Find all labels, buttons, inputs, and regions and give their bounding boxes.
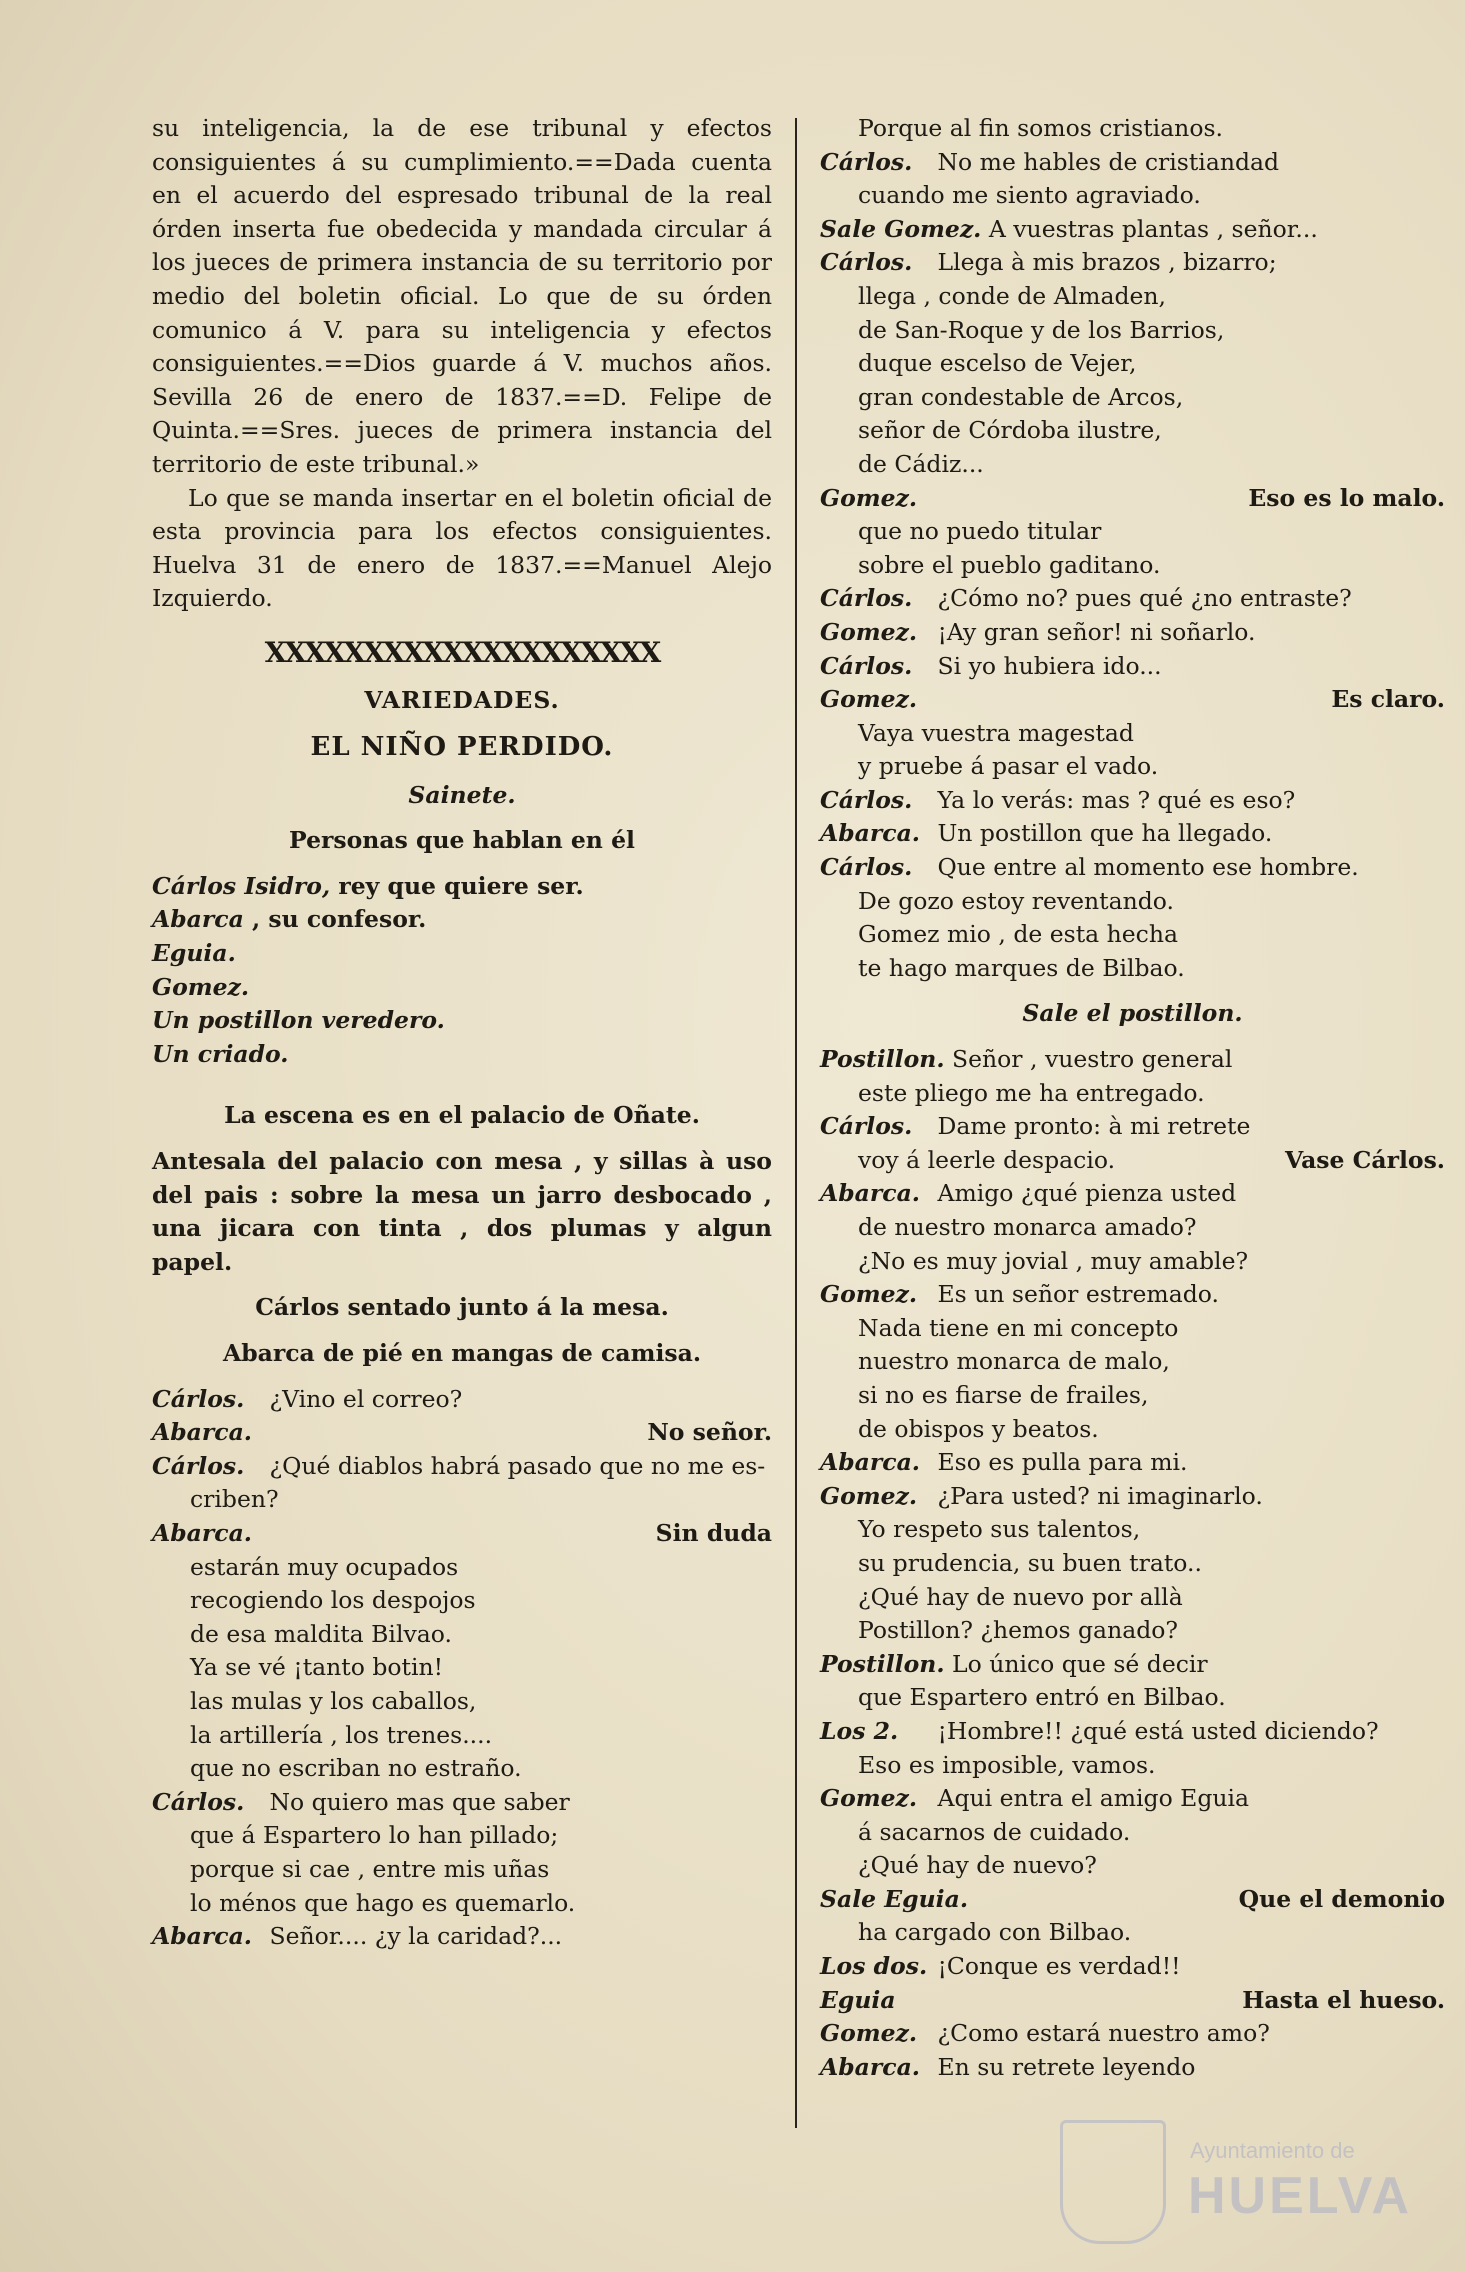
dialogue-line bbox=[152, 1786, 772, 1820]
verse-text: las mulas y los caballos, bbox=[190, 1686, 477, 1715]
dialogue-line bbox=[820, 1312, 1445, 1346]
verse-text: porque si cae , entre mis uñas bbox=[190, 1854, 550, 1883]
dialogue-line bbox=[820, 1614, 1445, 1648]
dialogue-block bbox=[820, 1043, 1445, 2084]
speaker-name: Cárlos. bbox=[152, 1787, 245, 1816]
dialogue-line bbox=[820, 1849, 1445, 1883]
verse-text: Vaya vuestra magestad bbox=[858, 718, 1134, 747]
cast-item: Un criado. bbox=[152, 1039, 289, 1068]
verse-text: recogiendo los despojos bbox=[190, 1586, 476, 1615]
speaker-name: Sale Eguia. bbox=[820, 1884, 969, 1913]
verse-text: Ya se vé ¡tanto botin! bbox=[190, 1653, 444, 1682]
verse-text: ¿No es muy jovial , muy amable? bbox=[858, 1246, 1249, 1275]
verse-text: y pruebe á pasar el vado. bbox=[858, 752, 1159, 781]
dialogue-line bbox=[820, 1043, 1445, 1077]
speaker-name: Cárlos. bbox=[820, 248, 913, 277]
verse-text: criben? bbox=[190, 1485, 279, 1514]
stage-direction: Sale el postillon. bbox=[1022, 999, 1243, 1028]
dialogue-line bbox=[820, 817, 1445, 851]
speaker-name: Cárlos. bbox=[820, 785, 913, 814]
dialogue-block bbox=[820, 112, 1445, 985]
dialogue-line bbox=[820, 482, 1445, 516]
verse-text-right: Que el demonio bbox=[1238, 1884, 1445, 1913]
speaker-name: Gomez. bbox=[820, 617, 918, 646]
verse-text: ¡Conque es verdad!! bbox=[937, 1952, 1181, 1981]
verse-text: Dame pronto: à mi retrete bbox=[937, 1112, 1251, 1141]
dialogue-line bbox=[820, 1681, 1445, 1715]
speaker-name: Cárlos. bbox=[820, 147, 913, 176]
dialogue-line bbox=[820, 347, 1445, 381]
verse-text: Nada tiene en mi concepto bbox=[858, 1313, 1179, 1342]
verse-text: gran condestable de Arcos, bbox=[858, 382, 1184, 411]
speaker-name: Gomez. bbox=[820, 1481, 918, 1510]
verse-text: te hago marques de Bilbao. bbox=[858, 953, 1185, 982]
dialogue-line bbox=[820, 381, 1445, 415]
verse-text: No quiero mas que saber bbox=[269, 1787, 570, 1816]
verse-text: si no es fiarse de frailes, bbox=[858, 1380, 1149, 1409]
verse-text: lo ménos que hago es quemarlo. bbox=[190, 1888, 576, 1917]
verse-text: sobre el pueblo gaditano. bbox=[858, 550, 1161, 579]
verse-text: duque escelso de Vejer, bbox=[858, 349, 1137, 378]
right-column bbox=[820, 112, 1445, 2084]
verse-text: Porque al fin somos cristianos. bbox=[858, 114, 1223, 142]
verse-text-right: Hasta el hueso. bbox=[1242, 1985, 1445, 2014]
speaker-name: Abarca. bbox=[152, 1922, 252, 1951]
speaker-name: Cárlos. bbox=[820, 584, 913, 613]
dialogue-line bbox=[820, 1177, 1445, 1211]
verse-text: ¡Hombre!! ¿qué está usted diciendo? bbox=[937, 1716, 1379, 1745]
verse-text: ¿Vino el correo? bbox=[269, 1384, 463, 1413]
dialogue-line bbox=[152, 1450, 772, 1484]
dialogue-line bbox=[820, 1782, 1445, 1816]
speaker-name: Abarca. bbox=[820, 819, 920, 848]
verse-text-right: No señor. bbox=[647, 1418, 772, 1447]
play-genre: Sainete. bbox=[408, 780, 516, 809]
verse-text: ¿Como estará nuestro amo? bbox=[937, 2019, 1270, 2048]
dialogue-line bbox=[152, 1685, 772, 1719]
dialogue-line bbox=[820, 1480, 1445, 1514]
verse-text: Es un señor estremado. bbox=[937, 1280, 1219, 1309]
verse-text: De gozo estoy reventando. bbox=[858, 886, 1175, 915]
play-title: EL NIÑO PERDIDO. bbox=[310, 732, 614, 763]
verse-text: cuando me siento agraviado. bbox=[858, 181, 1201, 210]
dialogue-line bbox=[820, 582, 1445, 616]
speaker-name: Cárlos. bbox=[152, 1384, 245, 1413]
cast-heading: Personas que hablan en él bbox=[289, 826, 635, 855]
verse-text: que Espartero entró en Bilbao. bbox=[858, 1683, 1226, 1712]
dialogue-line bbox=[152, 1618, 772, 1652]
verse-text: ¿Qué hay de nuevo? bbox=[858, 1851, 1097, 1880]
dialogue-line bbox=[820, 1547, 1445, 1581]
dialogue-line bbox=[820, 1513, 1445, 1547]
dialogue-line bbox=[820, 1379, 1445, 1413]
verse-text: En su retrete leyendo bbox=[937, 2052, 1196, 2081]
verse-text: Postillon? ¿hemos ganado? bbox=[858, 1616, 1179, 1645]
speaker-name: Eguia bbox=[820, 1985, 896, 2014]
verse-text: de nuestro monarca amado? bbox=[858, 1213, 1197, 1241]
dialogue-line bbox=[820, 1077, 1445, 1111]
column-divider bbox=[795, 118, 797, 2128]
dialogue-line bbox=[820, 515, 1445, 549]
dialogue-line bbox=[820, 1749, 1445, 1783]
section-title: VARIEDADES. bbox=[364, 685, 560, 714]
speaker-name: Abarca. bbox=[152, 1518, 252, 1547]
verse-text: ¿Qué diablos habrá pasado que no me es- bbox=[269, 1451, 766, 1480]
verse-text: la artillería , los trenes.... bbox=[190, 1720, 493, 1749]
dialogue-line bbox=[820, 1715, 1445, 1749]
speaker-name: Cárlos. bbox=[152, 1451, 245, 1480]
archive-watermark bbox=[1060, 2120, 1420, 2240]
dialogue-line bbox=[152, 1651, 772, 1685]
dialogue-line bbox=[820, 1211, 1445, 1245]
verse-text: su prudencia, su buen trato.. bbox=[858, 1548, 1202, 1577]
dialogue-line bbox=[820, 280, 1445, 314]
dialogue-line bbox=[820, 1816, 1445, 1850]
speaker-name: Gomez. bbox=[820, 2019, 918, 2048]
verse-text: No me hables de cristiandad bbox=[937, 147, 1280, 176]
dialogue-line bbox=[820, 885, 1445, 919]
verse-text: de Cádiz... bbox=[858, 449, 984, 478]
speaker-name: Abarca. bbox=[820, 1179, 920, 1208]
verse-text: Señor , vuestro general bbox=[952, 1045, 1233, 1074]
dialogue-block bbox=[152, 1383, 772, 1954]
dialogue-line bbox=[152, 1551, 772, 1585]
dialogue-line bbox=[820, 1883, 1445, 1917]
watermark-line1: Ayuntamiento de bbox=[1190, 2138, 1355, 2163]
dialogue-line bbox=[820, 952, 1445, 986]
dialogue-line bbox=[820, 314, 1445, 348]
verse-text: Amigo ¿qué pienza usted bbox=[937, 1179, 1237, 1208]
dialogue-line bbox=[152, 1416, 772, 1450]
left-column bbox=[152, 112, 772, 1954]
verse-text: de esa maldita Bilvao. bbox=[190, 1619, 452, 1648]
city-shield-icon bbox=[1060, 2120, 1166, 2244]
verse-text: á sacarnos de cuidado. bbox=[858, 1817, 1131, 1846]
dialogue-line bbox=[152, 1584, 772, 1618]
verse-text: que no escriban no estraño. bbox=[190, 1754, 522, 1783]
verse-text: Yo respeto sus talentos, bbox=[858, 1515, 1141, 1544]
speaker-name: Los 2. bbox=[820, 1716, 899, 1745]
speaker-name: Gomez. bbox=[820, 1280, 918, 1309]
stage-direction: Abarca de pié en mangas de camisa. bbox=[222, 1339, 702, 1367]
speaker-name: Cárlos. bbox=[820, 853, 913, 882]
dialogue-line bbox=[152, 1887, 772, 1921]
verse-text: ¿Qué hay de nuevo por allà bbox=[858, 1582, 1183, 1611]
dialogue-line bbox=[820, 213, 1445, 247]
dialogue-line bbox=[152, 1920, 772, 1954]
verse-text: de San-Roque y de los Barrios, bbox=[858, 315, 1225, 344]
dialogue-line bbox=[820, 1245, 1445, 1279]
dialogue-line bbox=[820, 1984, 1445, 2018]
cast-item: Un postillon veredero. bbox=[152, 1006, 445, 1035]
verse-text: Gomez mio , de esta hecha bbox=[858, 920, 1178, 949]
dialogue-line bbox=[820, 1345, 1445, 1379]
dialogue-line bbox=[820, 246, 1445, 280]
dialogue-line bbox=[820, 414, 1445, 448]
dialogue-line bbox=[820, 1110, 1445, 1144]
watermark-line2: HUELVA bbox=[1188, 2167, 1413, 2225]
verse-text: este pliego me ha entregado. bbox=[858, 1078, 1205, 1107]
dialogue-line bbox=[152, 1819, 772, 1853]
cast-item: Abarca , su confesor. bbox=[152, 905, 427, 934]
verse-text: Llega à mis brazos , bizarro; bbox=[937, 248, 1277, 277]
speaker-name: Gomez. bbox=[820, 685, 918, 714]
verse-text: Un postillon que ha llegado. bbox=[937, 819, 1273, 848]
verse-text: Aqui entra el amigo Eguia bbox=[937, 1784, 1250, 1813]
dialogue-line bbox=[820, 1950, 1445, 1984]
scene-location: La escena es en el palacio de Oñate. bbox=[224, 1101, 700, 1130]
verse-text-right: Sin duda bbox=[655, 1518, 772, 1547]
dialogue-line bbox=[152, 1483, 772, 1517]
cast-item: Cárlos Isidro, rey que quiere ser. bbox=[152, 871, 584, 900]
dialogue-line bbox=[152, 1752, 772, 1786]
speaker-name: Abarca. bbox=[152, 1418, 252, 1447]
verse-text: estarán muy ocupados bbox=[190, 1552, 459, 1581]
speaker-name: Postillon. bbox=[820, 1045, 945, 1074]
verse-text: ¡Ay gran señor! ni soñarlo. bbox=[937, 617, 1256, 646]
dialogue-line bbox=[820, 1278, 1445, 1312]
dialogue-line bbox=[820, 549, 1445, 583]
dialogue-line bbox=[820, 2017, 1445, 2051]
verse-text: Lo único que sé decir bbox=[952, 1649, 1208, 1678]
cast-item: Eguia. bbox=[152, 939, 236, 968]
cast-list bbox=[152, 870, 772, 1072]
verse-text: Eso es imposible, vamos. bbox=[858, 1750, 1156, 1779]
dialogue-line bbox=[820, 1648, 1445, 1682]
dialogue-line bbox=[820, 1581, 1445, 1615]
speaker-name: Abarca. bbox=[820, 2052, 920, 2081]
verse-text: señor de Córdoba ilustre, bbox=[858, 416, 1162, 445]
speaker-name: Gomez. bbox=[820, 1784, 918, 1813]
speaker-name: Cárlos. bbox=[820, 1112, 913, 1141]
verse-text: que á Espartero lo han pillado; bbox=[190, 1821, 559, 1850]
dialogue-line bbox=[820, 448, 1445, 482]
verse-text: voy á leerle despacio. bbox=[858, 1145, 1116, 1174]
dialogue-line bbox=[820, 179, 1445, 213]
verse-text-right: Es claro. bbox=[1331, 685, 1445, 714]
verse-text: ¿Cómo no? pues qué ¿no entraste? bbox=[937, 584, 1352, 613]
verse-text-right: Eso es lo malo. bbox=[1248, 483, 1445, 512]
verse-text: Eso es pulla para mi. bbox=[937, 1448, 1188, 1477]
dialogue-line bbox=[820, 1446, 1445, 1480]
insertion-order: Lo que se manda insertar en el boletin oficial de esta provincia para los efectos consiguientes. Huelva 31 de enero de 1837.==Manuel Alejo Izquierdo. bbox=[152, 483, 772, 613]
dialogue-line bbox=[820, 750, 1445, 784]
dialogue-line bbox=[820, 851, 1445, 885]
verse-text-right: Vase Cárlos. bbox=[1285, 1145, 1445, 1174]
verse-text: llega , conde de Almaden, bbox=[858, 281, 1167, 310]
stage-direction: Cárlos sentado junto á la mesa. bbox=[255, 1293, 669, 1322]
scene-setting: Antesala del palacio con mesa , y sillas à uso del pais : sobre la mesa un jarro desbocado , una jicara con tinta , dos plumas y algun papel. bbox=[152, 1147, 772, 1276]
speaker-name: Los dos. bbox=[820, 1952, 928, 1981]
dialogue-line bbox=[152, 1853, 772, 1887]
dialogue-line bbox=[820, 1916, 1445, 1950]
dialogue-line bbox=[820, 784, 1445, 818]
dialogue-line bbox=[820, 1144, 1445, 1178]
verse-text: A vuestras plantas , señor... bbox=[988, 214, 1318, 243]
verse-text: Si yo hubiera ido... bbox=[937, 651, 1162, 680]
verse-text: Señor.... ¿y la caridad?... bbox=[269, 1922, 563, 1951]
dialogue-line bbox=[820, 146, 1445, 180]
dialogue-line bbox=[820, 1413, 1445, 1447]
dialogue-line bbox=[820, 918, 1445, 952]
verse-text: ¿Para usted? ni imaginarlo. bbox=[937, 1481, 1263, 1510]
verse-text: que no puedo titular bbox=[858, 517, 1102, 546]
dialogue-line bbox=[152, 1383, 772, 1417]
dialogue-line bbox=[820, 616, 1445, 650]
dialogue-line bbox=[152, 1719, 772, 1753]
dialogue-line bbox=[820, 683, 1445, 717]
verse-text: nuestro monarca de malo, bbox=[858, 1347, 1170, 1376]
speaker-name: Cárlos. bbox=[820, 651, 913, 680]
speaker-name: Abarca. bbox=[820, 1448, 920, 1477]
dialogue-line bbox=[820, 112, 1445, 146]
speaker-name: Sale Gomez. bbox=[820, 214, 982, 243]
verse-text: de obispos y beatos. bbox=[858, 1414, 1099, 1443]
dialogue-line bbox=[820, 650, 1445, 684]
dialogue-line bbox=[820, 2051, 1445, 2085]
dialogue-line bbox=[820, 717, 1445, 751]
official-notice-text: su inteligencia, la de ese tribunal y efectos consiguientes á su cumplimiento.==Dada cuenta en el acuerdo del espresado tribunal de la real órden inserta fue obedecida y mandada circular á los jueces de primera instancia de su territorio por medio del boletin oficial. Lo que de su órden comunico á V. para su inteligencia y efectos consiguientes.==Dios guarde á V. muchos años. Sevilla 26 de enero de 1837.==D. Felipe de Quinta.==Sres. jueces de primera instancia del territorio de este tribunal.» bbox=[152, 114, 772, 478]
ornamental-divider: XXXXXXXXXXXXXXXXXXXX bbox=[264, 635, 660, 669]
speaker-name: Postillon. bbox=[820, 1649, 945, 1678]
dialogue-line bbox=[152, 1517, 772, 1551]
verse-text: Que entre al momento ese hombre. bbox=[937, 853, 1359, 882]
verse-text: ha cargado con Bilbao. bbox=[858, 1918, 1132, 1947]
speaker-name: Gomez. bbox=[820, 483, 918, 512]
verse-text: Ya lo verás: mas ? qué es eso? bbox=[937, 785, 1296, 814]
cast-item: Gomez. bbox=[152, 972, 250, 1001]
